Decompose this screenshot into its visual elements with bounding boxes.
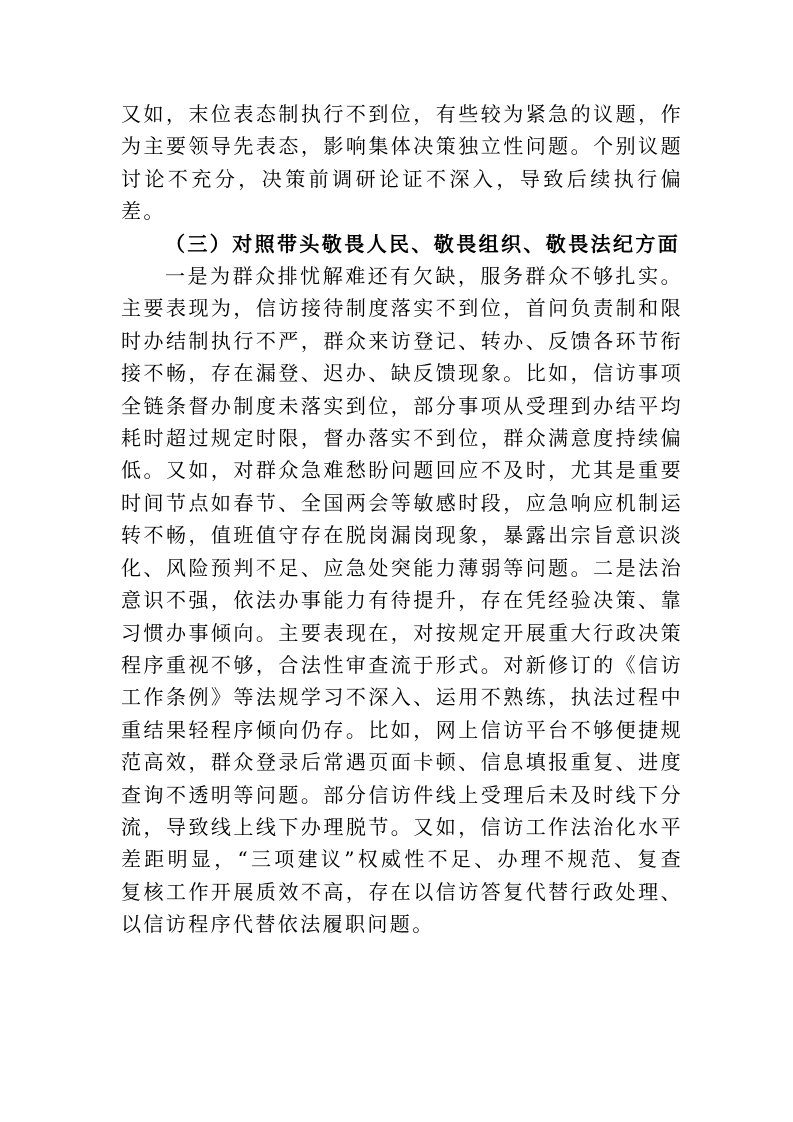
- continuation-paragraph: 又如，末位表态制执行不到位，有些较为紧急的议题，作为主要领导先表态，影响集体决策独立性问题。个别议题讨论不充分，决策前调研论证不深入，导致后续执行偏差。: [121, 102, 683, 224]
- document-body: [121, 98, 683, 941]
- body-paragraph: 一是为群众排忧解难还有欠缺，服务群众不够扎实。主要表现为，信访接待制度落实不到位，首问负责制和限时办结制执行不严，群众来访登记、转办、反馈各环节衔接不畅，存在漏登、迟办、缺反馈现象。比如，信访事项全链条督办制度未落实到位，部分事项从受理到办结平均耗时超过规定时限，督办落实不到位，群众满意度持续偏低。又如，对群众急难愁盼问题回应不及时，尤其是重要时间节点如春节、全国两会等敏感时段，应急响应机制运转不畅，值班值守存在脱岗漏岗现象，暴露出宗旨意识淡化、风险预判不足、应急处突能力薄弱等问题。二是法治意识不强，依法办事能力有待提升，存在凭经验决策、靠习惯办事倾向。主要表现在，对按规定开展重大行政决策程序重视不够，合法性审查流于形式。对新修订的《信访工作条例》等法规学习不深入、运用不熟练，执法过程中重结果轻程序倾向仍存。比如，网上信访平台不够便捷规范高效，群众登录后常遇页面卡顿、信息填报重复、进度查询不透明等问题。部分信访件线上受理后未及时线下分流，导致线上线下办理脱节。又如，信访工作法治化水平差距明显，“三项建议”权威性不足、办理不规范、复查复核工作开展质效不高，存在以信访答复代替行政处理、以信访程序代替依法履职问题。: [121, 264, 683, 937]
- section-heading: （三）对照带头敬畏人民、敬畏组织、敬畏法纪方面: [165, 231, 681, 256]
